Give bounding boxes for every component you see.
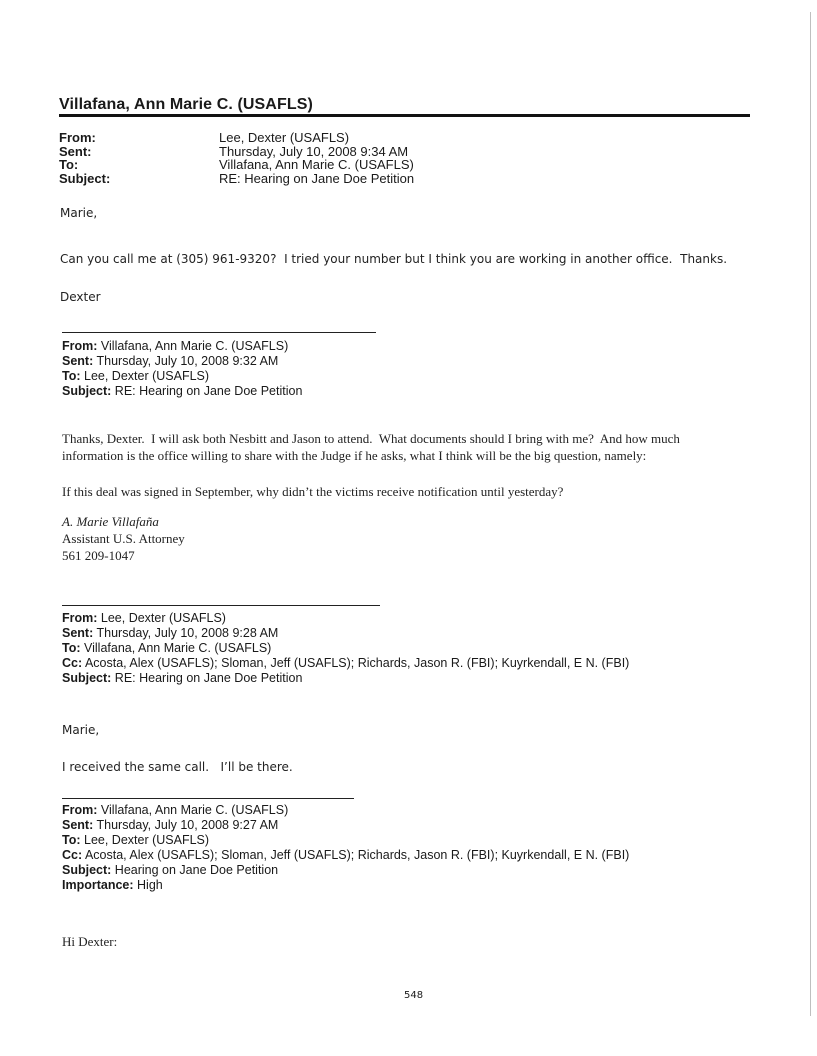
top-subject-label: Subject: [59,170,111,186]
email3-from: Lee, Dexter (USAFLS) [100,611,226,625]
email3-from-label: From: [62,611,98,625]
top-sent-value: Thursday, July 10, 2008 9:34 AM [219,143,409,159]
email3-cc: Acosta, Alex (USAFLS); Sloman, Jeff (USAFLS); Richards, Jason R. (FBI); Kuyrkendall, E N. (FBI) [84,656,630,670]
email4-to: Lee, Dexter (USAFLS) [84,833,210,847]
email2-signature-phone: 561 209-1047 [62,548,135,563]
top-to-value: Villafana, Ann Marie C. (USAFLS) [219,157,414,173]
email3-subject: RE: Hearing on Jane Doe Petition [114,671,303,685]
top-email-greeting: Marie, [60,206,98,220]
email2-from: Villafana, Ann Marie C. (USAFLS) [100,339,289,353]
email4-header [62,803,629,893]
email3-to: Villafana, Ann Marie C. (USAFLS) [84,641,272,655]
top-subject-row [59,172,414,186]
top-sent-label: Sent: [59,143,92,159]
email2-sent: Thursday, July 10, 2008 9:32 AM [96,354,279,368]
email3-to-label: To: [62,641,81,655]
email3-header [62,611,629,686]
email2-sent-label: Sent: [62,354,94,368]
separator-line-2 [62,605,380,606]
top-subject-value: RE: Hearing on Jane Doe Petition [219,170,415,186]
email4-greeting: Hi Dexter: [62,934,118,949]
header-rule [59,114,750,117]
email4-cc: Acosta, Alex (USAFLS); Sloman, Jeff (USAFLS); Richards, Jason R. (FBI); Kuyrkendall, E N. (FBI) [84,848,630,862]
email2-body-line-2: information is the office willing to share with the Judge if he asks, what I think will be the big question, namely: [62,448,647,463]
email2-body-paragraph-1 [62,430,680,464]
email3-greeting: Marie, [62,723,100,737]
separator-line-3 [62,798,354,799]
top-email-signoff: Dexter [60,290,101,304]
email4-sent-label: Sent: [62,818,94,832]
email2-signature-title: Assistant U.S. Attorney [62,531,185,546]
email2-body-line-1: Thanks, Dexter. I will ask both Nesbitt and Jason to attend. What documents should I bring with me? And how much [62,431,680,446]
email2-signature-name: A. Marie Villafaña [62,514,159,529]
top-to-row [59,158,414,172]
email4-importance-label: Importance: [62,878,134,892]
email3-sent-label: Sent: [62,626,94,640]
email2-to: Lee, Dexter (USAFLS) [84,369,210,383]
top-from-label: From: [59,130,96,145]
top-from-value: Lee, Dexter (USAFLS) [219,130,350,145]
email4-to-label: To: [62,833,81,847]
top-to-label: To: [59,157,79,173]
email4-sent: Thursday, July 10, 2008 9:27 AM [96,818,279,832]
email2-signature [62,513,185,564]
email4-from: Villafana, Ann Marie C. (USAFLS) [100,803,289,817]
page-edge-line [810,12,811,1016]
email2-subject-label: Subject: [62,384,112,398]
separator-line-1 [62,332,376,333]
email2-to-label: To: [62,369,81,383]
email4-cc-label: Cc: [62,848,83,862]
top-from-row [59,131,414,145]
top-email-body: Can you call me at (305) 961-9320? I tried your number but I think you are working in another office. Thanks. [60,252,728,266]
email3-body: I received the same call. I’ll be there. [62,760,293,774]
email3-subject-label: Subject: [62,671,112,685]
top-sent-row [59,145,414,159]
email4-from-label: From: [62,803,98,817]
email4-subject: Hearing on Jane Doe Petition [114,863,279,877]
email3-sent: Thursday, July 10, 2008 9:28 AM [96,626,279,640]
top-email-header-fields [59,131,414,185]
email2-subject: RE: Hearing on Jane Doe Petition [114,384,303,398]
document-header-name: Villafana, Ann Marie C. (USAFLS) [59,96,313,113]
email2-from-label: From: [62,339,98,353]
email3-cc-label: Cc: [62,656,83,670]
email4-subject-label: Subject: [62,863,112,877]
email2-body-paragraph-2: If this deal was signed in September, why didn’t the victims receive notification until yesterday? [62,484,564,499]
email4-importance: High [137,878,163,892]
page-number: 548 [404,990,424,1001]
email2-header [62,339,302,399]
